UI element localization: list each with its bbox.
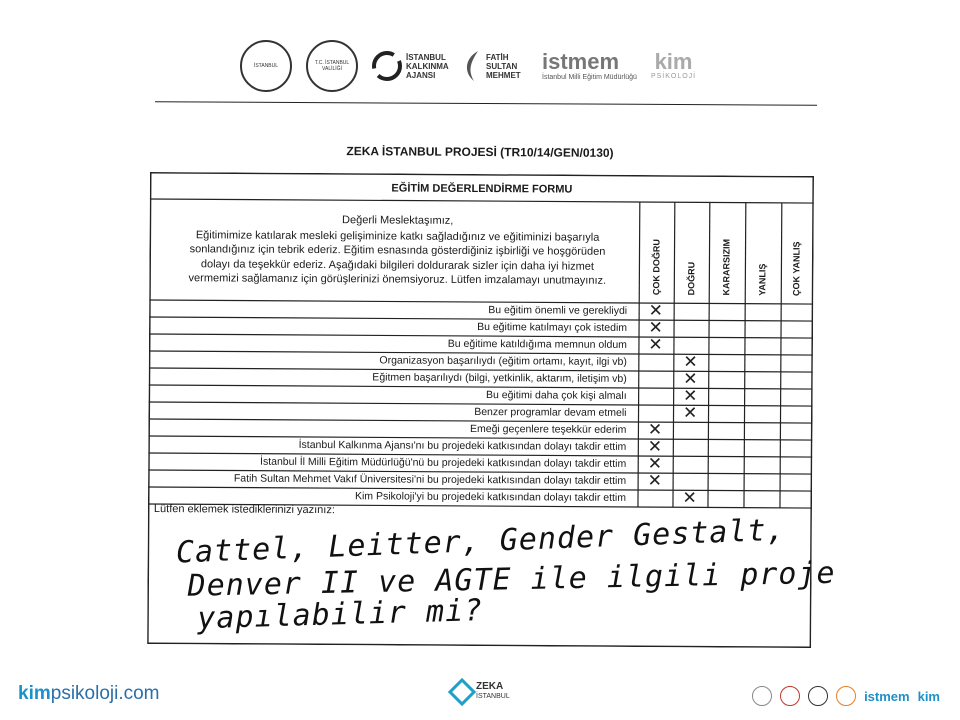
statement-text: İstanbul İl Milli Eğitim Müdürlüğü'nü bu projedeki katkısından dolayı takdir ettim — [260, 455, 627, 470]
column-header: ÇOK YANLIŞ — [791, 241, 802, 296]
kim-wordmark: kim — [654, 49, 693, 74]
intro-line: Eğitimimize katılarak mesleki gelişiminize katkı sağladığınız ve eğitiminizi başarıyla — [195, 228, 600, 244]
valilik-seal-icon — [306, 40, 358, 92]
answer-mark: ✕ — [647, 471, 662, 492]
answer-mark: ✕ — [648, 335, 663, 356]
istmem-wordmark: istmem — [542, 49, 620, 74]
evaluation-form — [147, 172, 836, 648]
statement-text: Organizasyon başarılıydı (eğitim ortamı, kayıt, ilgi vb) — [379, 354, 627, 368]
valilik-seal-text: T.C. İSTANBUL VALİLİĞİ — [314, 60, 350, 72]
intro-line: vermemizi sağlamanız için görüşlerinizi önemsiyoruz. Lütfen imzalamayı unutmayınız. — [188, 272, 607, 287]
statement-text: Bu eğitimi daha çok kişi almalı — [485, 389, 627, 402]
column-header: YANLIŞ — [757, 263, 768, 296]
fsm-logo — [460, 49, 528, 83]
column-header: KARARSIZIM — [721, 238, 732, 296]
footer-brand-domain: psikoloji.com — [50, 683, 160, 704]
footer-logos — [752, 686, 940, 706]
answer-mark: ✕ — [682, 403, 698, 424]
footer-brand — [18, 683, 160, 705]
fsm-text: FATİH SULTAN MEHMET — [486, 52, 521, 80]
kim-psikoloji-logo — [650, 49, 697, 80]
footer-brand-kim: kim — [18, 683, 51, 704]
kalkinma-mini-icon — [808, 686, 828, 706]
intro-line: dolayı da teşekkür ederiz. Aşağıdaki bilgileri doldurarak sizler için daha iyi hizmet — [200, 257, 595, 273]
header-logos — [240, 38, 730, 94]
intro-line: sonlandığınız için tebrik ederiz. Eğitim esnasında gösterdiğiniz işbirliği ve hoşgörüden — [189, 243, 606, 258]
istmem-logo — [542, 51, 637, 81]
meb-seal-icon — [240, 40, 292, 92]
handwritten-line: Denver II ve AGTE ile ilgili proje — [187, 555, 836, 604]
istmem-mini-wordmark: istmem — [864, 688, 910, 704]
answer-mark: ✕ — [648, 318, 663, 339]
header-divider — [155, 101, 817, 105]
statement-text: Eğitmen başarılıydı (bilgi, yetkinlik, aktarım, iletişim vb) — [372, 371, 627, 385]
fsm-mini-icon — [836, 686, 856, 706]
zeka-line2: İSTANBUL — [476, 693, 510, 700]
statement-text: Kim Psikoloji'yi bu projedeki katkısından dolayı takdir ettim — [354, 490, 627, 504]
kalkinma-text: İSTANBUL KALKINMA AJANSI — [406, 52, 449, 80]
statement-text: Bu eğitime katılmayı çok istedim — [477, 321, 628, 334]
zeka-istanbul-logo — [452, 682, 510, 702]
additional-comments-label: Lütfen eklemek istediklerinizi yazınız: — [153, 503, 335, 517]
answer-mark: ✕ — [647, 420, 663, 441]
statement-text: Emeği geçenlere teşekkür ederim — [469, 422, 627, 436]
valilik-mini-icon — [780, 686, 800, 706]
zeka-diamond-icon — [448, 678, 476, 706]
meb-seal-logo — [240, 40, 292, 92]
answer-mark: ✕ — [683, 386, 698, 407]
istmem-subtitle: İstanbul Milli Eğitim Müdürlüğü — [542, 74, 637, 81]
answer-mark: ✕ — [683, 352, 698, 373]
statement-text: Bu eğitim önemli ve gerekliydi — [488, 304, 628, 317]
answer-mark: ✕ — [683, 369, 698, 390]
intro-paragraph — [155, 212, 639, 288]
answer-mark: ✕ — [648, 301, 663, 322]
statement-text: Fatih Sultan Mehmet Vakıf Üniversitesi'ni bu projedeki katkısından dolayı takdir ettim — [233, 472, 627, 487]
valilik-logo — [306, 40, 358, 92]
handwritten-line: Cattel, Leitter, Gender Gestalt, — [175, 512, 787, 571]
kim-subtitle: PSİKOLOJİ — [650, 73, 697, 80]
statement-text: Benzer programlar devam etmeli — [474, 405, 627, 419]
fsm-flame-icon — [460, 49, 482, 83]
kalkinma-ajansi-logo — [372, 49, 449, 83]
meb-seal-text: İSTANBUL — [253, 63, 279, 69]
answer-mark: ✕ — [682, 488, 697, 509]
title-divider — [150, 199, 814, 203]
project-title: ZEKA İSTANBUL PROJESİ (TR10/14/GEN/0130) — [346, 144, 614, 160]
answer-mark: ✕ — [647, 454, 663, 475]
statement-text: Bu eğitime katıldığıma memnun oldum — [447, 337, 627, 351]
meb-mini-icon — [752, 686, 772, 706]
kalkinma-swirl-icon — [372, 49, 402, 83]
column-header: DOĞRU — [685, 261, 696, 296]
column-header: ÇOK DOĞRU — [650, 239, 662, 296]
intro-line: Değerli Meslektaşımız, — [342, 214, 454, 227]
form-title: EĞİTİM DEĞERLENDİRME FORMU — [391, 182, 573, 196]
answer-mark: ✕ — [647, 437, 663, 458]
statement-text: İstanbul Kalkınma Ajansı'nı bu projedeki katkısından dolayı takdir ettim — [298, 438, 627, 453]
kim-mini-wordmark: kim — [917, 688, 940, 704]
handwritten-line: yapılabilir mi? — [196, 593, 484, 637]
zeka-line1: ZEKA — [476, 681, 504, 692]
